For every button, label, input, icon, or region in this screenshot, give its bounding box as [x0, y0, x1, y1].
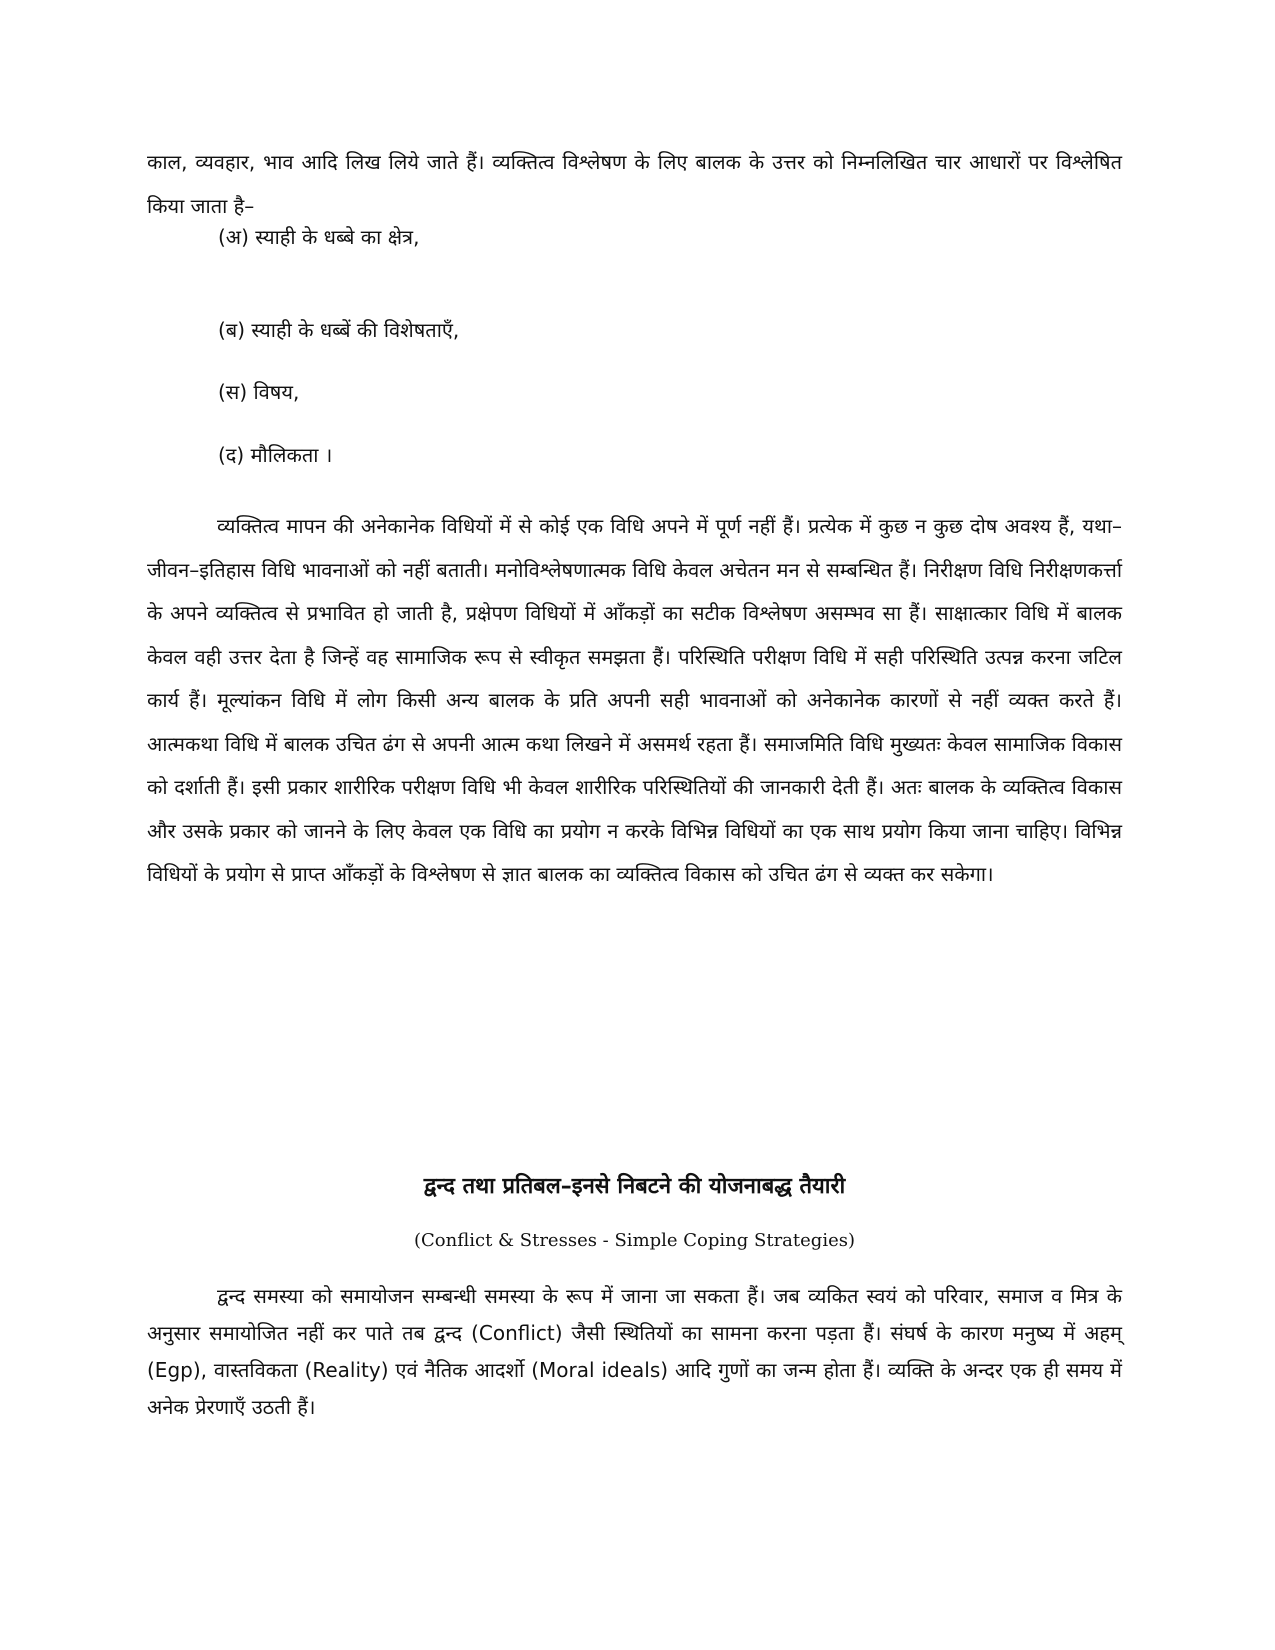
section-title: द्वन्द तथा प्रतिबल–इनसे निबटने की योजनाबद्ध तैयारी [423, 1174, 846, 1199]
criteria-item-b: (ब) स्याही के धब्बें की विशेषताएँ, [218, 318, 460, 342]
methods-paragraph: व्यक्तित्व मापन की अनेकानेक विधियों में से कोई एक विधि अपने में पूर्ण नहीं हैं। प्रत्येक में कुछ न कुछ दोष अवश्य हैं, यथा– जीवन–इतिहास विधि भावनाओं को नहीं बताती। मनोविश्लेषणात्मक विधि केवल अचेतन मन से सम्बन्धित हैं। निरीक्षण विधि निरीक्षणकर्त्ता के अपने व्यक्तित्व से प्रभावित हो जाती है, प्रक्षेपण विधियों में आँकड़ों का सटीक विश्लेषण असम्भव सा हैं। साक्षात्कार विधि में बालक केवल वही उत्तर देता है जिन्हें वह सामाजिक रूप से स्वीकृत समझता हैं। परिस्थिति परीक्षण विधि में सही परिस्थिति उत्पन्न करना जटिल कार्य हैं। मूल्यांकन विधि में लोग किसी अन्य बालक के प्रति अपनी सही भावनाओं को अनेकानेक कारणों से नहीं व्यक्त करते हैं। आत्मकथा विधि में बालक उचित ढंग से अपनी आत्म कथा लिखने में असमर्थ रहता हैं। समाजमिति विधि मुख्यतः केवल सामाजिक विकास को दर्शाती हैं। इसी प्रकार शारीरिक परीक्षण विधि भी केवल शारीरिक परिस्थितियों की जानकारी देती हैं। अतः बालक के व्यक्तित्व विकास और उसके प्रकार को जानने के लिए केवल एक विधि का प्रयोग न करके विभिन्न विधियों का एक साथ प्रयोग किया जाना चाहिए। विभिन्न विधियों के प्रयोग से प्राप्त आँकड़ों के विश्लेषण से ज्ञात बालक का व्यक्तित्व विकास को उचित ढंग से व्यक्त कर सकेगा। [147, 514, 1122, 886]
criteria-item-c: (स) विषय, [218, 380, 300, 404]
criteria-item-a: (अ) स्याही के धब्बे का क्षेत्र, [218, 225, 420, 249]
conflict-paragraph: द्वन्द समस्या को समायोजन सम्बन्धी समस्या के रूप में जाना जा सकता हैं। जब व्यकित स्वयं को परिवार, समाज व मित्र के अनुसार समायोजित नहीं कर पाते तब द्वन्द (Conflict) जैसी स्थितियों का सामना करना पड़ता हैं। संघर्ष के कारण मनुष्य में अहम् (Egp), वास्तविकता (Reality) एवं नैतिक आदर्शो (Moral ideals) आदि गुणों का जन्म होता हैं। व्यक्ति के अन्दर एक ही समय में अनेक प्रेरणाएँ उठती हैं। [147, 1284, 1122, 1419]
intro-paragraph: काल, व्यवहार, भाव आदि लिख लिये जाते हैं। व्यक्तित्व विश्लेषण के लिए बालक के उत्तर को निम्नलिखित चार आधारों पर विश्लेषित किया जाता है– [147, 150, 1122, 218]
section-subtitle: (Conflict & Stresses - Simple Coping Strategies) [414, 1230, 855, 1251]
criteria-item-d: (द) मौलिकता । [218, 443, 333, 467]
